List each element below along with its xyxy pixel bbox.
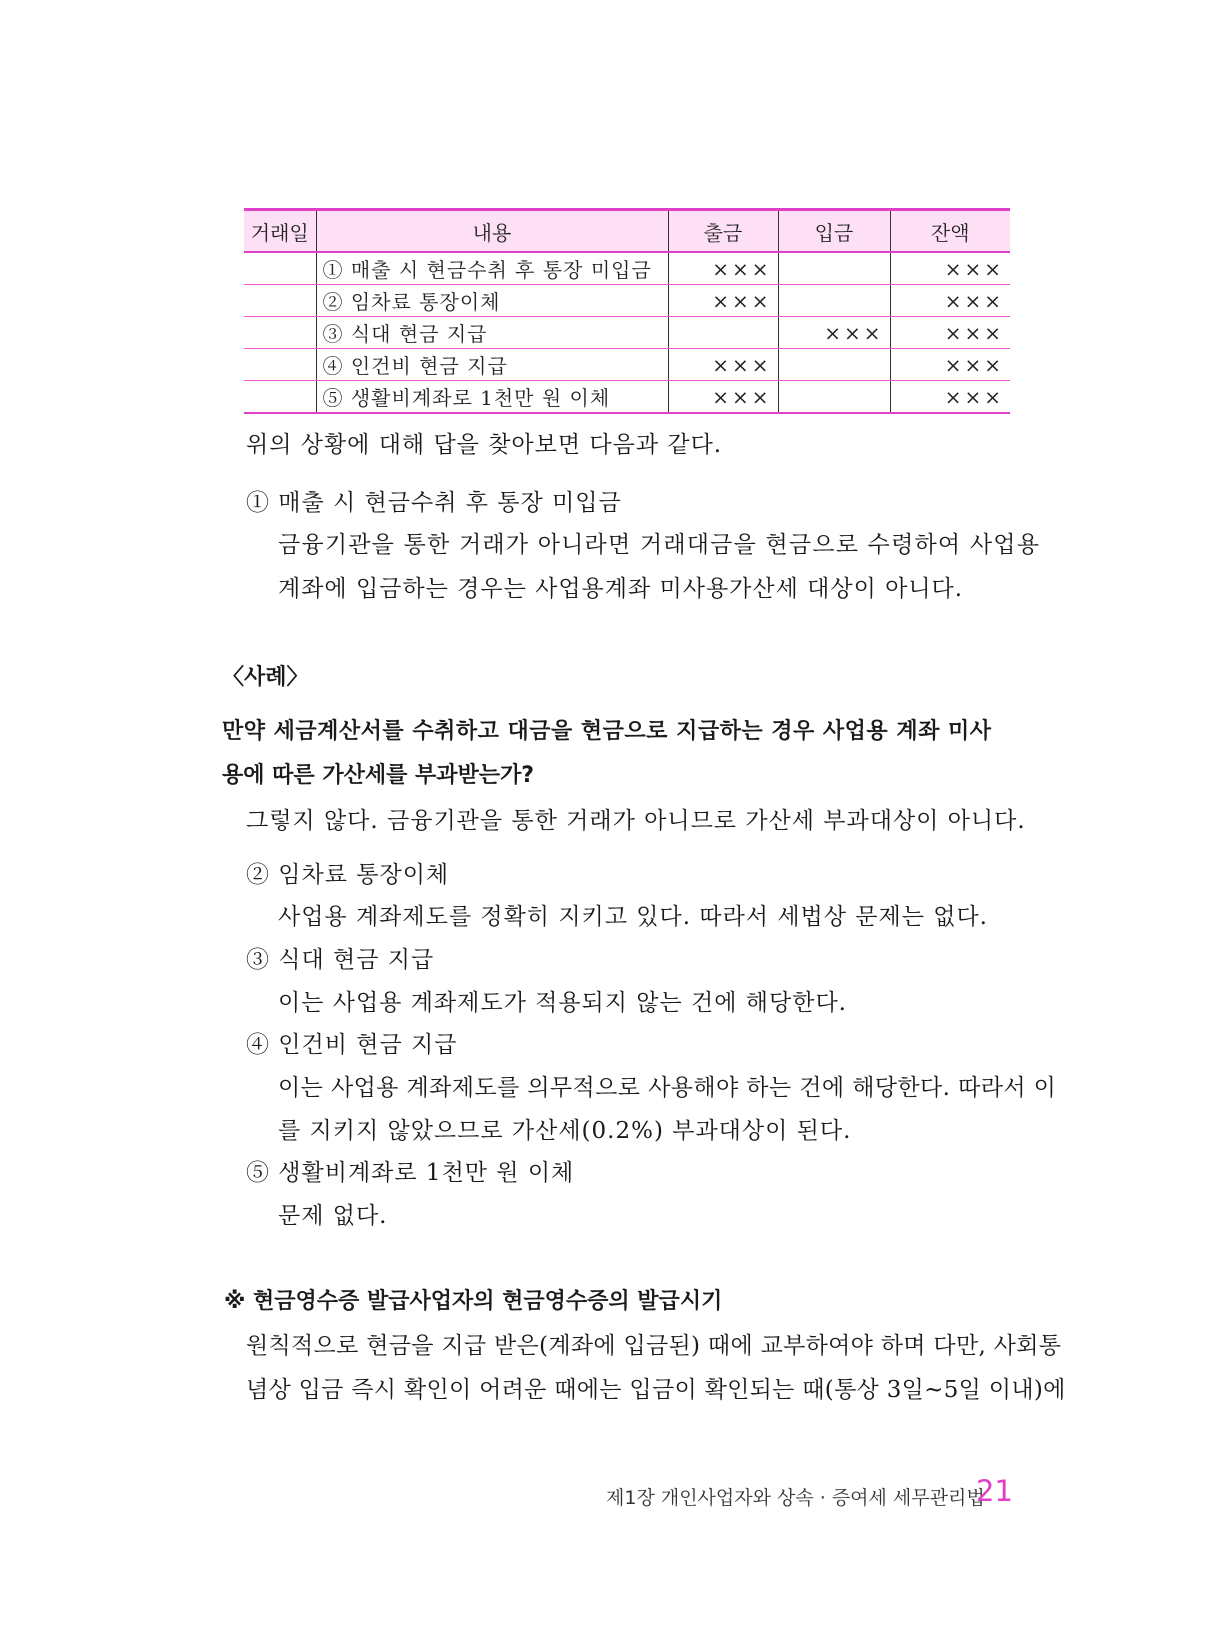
cell-out: ××× bbox=[668, 381, 778, 414]
note-line2: 념상 입금 즉시 확인이 어려운 때에는 입금이 확인되는 때(통상 3일~5일 이내)에 bbox=[246, 1377, 1066, 1403]
cell-date bbox=[244, 349, 316, 381]
header-withdrawal: 출금 bbox=[668, 210, 778, 253]
case-question-line2: 용에 따른 가산세를 부과받는가? bbox=[222, 763, 535, 788]
cell-balance: ××× bbox=[890, 252, 1010, 285]
table-row bbox=[244, 381, 1010, 414]
item4-title: ④ 인건비 현금 지급 bbox=[246, 1032, 458, 1058]
case-answer: 그렇지 않다. 금융기관을 통한 거래가 아니므로 가산세 부과대상이 아니다. bbox=[246, 808, 1026, 834]
case-question-line1: 만약 세금계산서를 수취하고 대금을 현금으로 지급하는 경우 사업용 계좌 미사 bbox=[222, 719, 992, 744]
item2-title: ② 임차료 통장이체 bbox=[246, 862, 450, 888]
table-row bbox=[244, 349, 1010, 381]
item1-line1: 금융기관을 통한 거래가 아니라면 거래대금을 현금으로 수령하여 사업용 bbox=[278, 532, 1041, 558]
header-date: 거래일 bbox=[244, 210, 316, 253]
cell-balance: ××× bbox=[890, 317, 1010, 349]
cell-desc: ③ 식대 현금 지급 bbox=[316, 317, 668, 349]
cell-date bbox=[244, 381, 316, 414]
cell-out: ××× bbox=[668, 285, 778, 317]
table-header-row bbox=[244, 210, 1010, 253]
cell-in: ××× bbox=[778, 317, 890, 349]
cell-date bbox=[244, 252, 316, 285]
cell-balance: ××× bbox=[890, 381, 1010, 414]
note-heading: ※ 현금영수증 발급사업자의 현금영수증의 발급시기 bbox=[224, 1289, 723, 1314]
cell-desc: ④ 인건비 현금 지급 bbox=[316, 349, 668, 381]
cell-balance: ××× bbox=[890, 285, 1010, 317]
footer-chapter: 제1장 개인사업자와 상속 · 증여세 세무관리법 bbox=[606, 1487, 985, 1509]
note-line1: 원칙적으로 현금을 지급 받은(계좌에 입금된) 때에 교부하여야 하며 다만, 사회통 bbox=[246, 1333, 1062, 1359]
table-row bbox=[244, 252, 1010, 285]
item4-line1: 이는 사업용 계좌제도를 의무적으로 사용해야 하는 건에 해당한다. 따라서 이 bbox=[278, 1075, 1057, 1101]
intro-text: 위의 상황에 대해 답을 찾아보면 다음과 같다. bbox=[246, 432, 723, 458]
item3-line1: 이는 사업용 계좌제도가 적용되지 않는 건에 해당한다. bbox=[278, 990, 847, 1016]
item5-title: ⑤ 생활비계좌로 1천만 원 이체 bbox=[246, 1160, 575, 1186]
page-number: 21 bbox=[976, 1474, 1013, 1508]
cell-desc: ① 매출 시 현금수취 후 통장 미입금 bbox=[316, 252, 668, 285]
item4-line2: 를 지키지 않았으므로 가산세(0.2%) 부과대상이 된다. bbox=[278, 1118, 852, 1144]
cell-in bbox=[778, 285, 890, 317]
cell-out bbox=[668, 317, 778, 349]
cell-out: ××× bbox=[668, 252, 778, 285]
cell-out: ××× bbox=[668, 349, 778, 381]
table-row bbox=[244, 317, 1010, 349]
cell-in bbox=[778, 349, 890, 381]
item5-line1: 문제 없다. bbox=[278, 1203, 388, 1229]
item2-line1: 사업용 계좌제도를 정확히 지키고 있다. 따라서 세법상 문제는 없다. bbox=[278, 904, 988, 930]
cell-desc: ⑤ 생활비계좌로 1천만 원 이체 bbox=[316, 381, 668, 414]
cell-date bbox=[244, 317, 316, 349]
case-label: 〈사례〉 bbox=[222, 665, 309, 690]
cell-desc: ② 임차료 통장이체 bbox=[316, 285, 668, 317]
transaction-table bbox=[244, 208, 1010, 414]
item3-title: ③ 식대 현금 지급 bbox=[246, 947, 435, 973]
cell-balance: ××× bbox=[890, 349, 1010, 381]
table-row bbox=[244, 285, 1010, 317]
item1-line2: 계좌에 입금하는 경우는 사업용계좌 미사용가산세 대상이 아니다. bbox=[278, 576, 964, 602]
item1-title: ① 매출 시 현금수취 후 통장 미입금 bbox=[246, 490, 622, 516]
cell-in bbox=[778, 252, 890, 285]
header-deposit: 입금 bbox=[778, 210, 890, 253]
cell-date bbox=[244, 285, 316, 317]
header-content: 내용 bbox=[316, 210, 668, 253]
cell-in bbox=[778, 381, 890, 414]
header-balance: 잔액 bbox=[890, 210, 1010, 253]
